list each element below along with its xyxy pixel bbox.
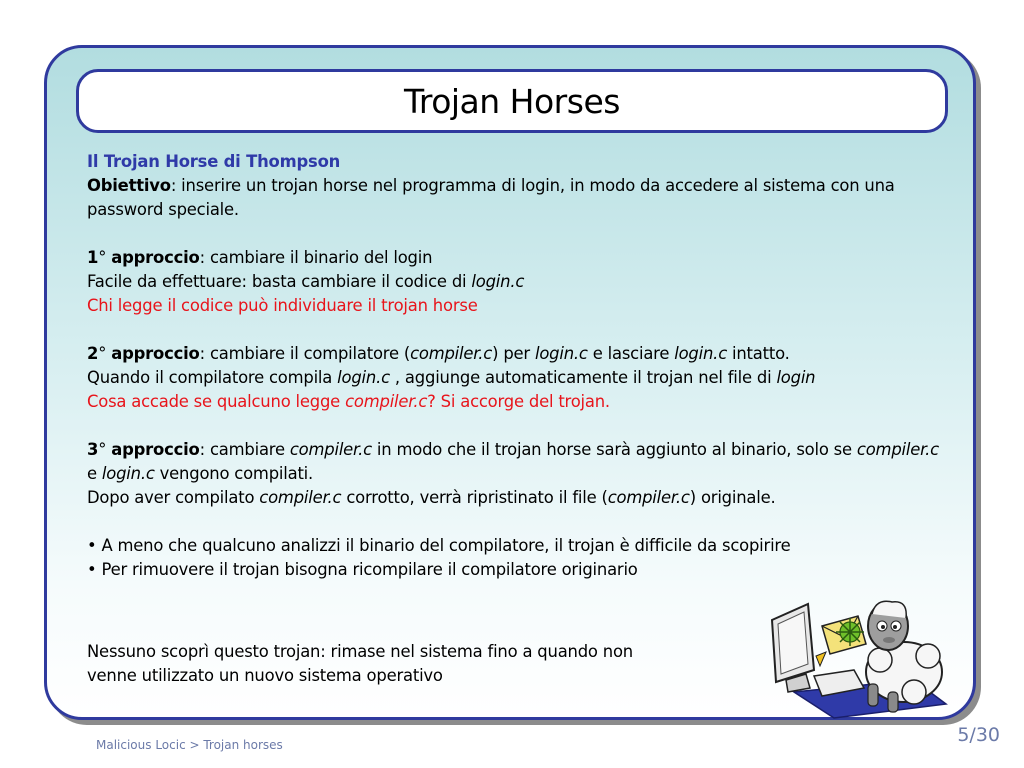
bullet-item: • A meno che qualcuno analizzi il binario del compilatore, il trojan è difficile da scopirire [87, 536, 791, 555]
approach1-number: 1 [87, 248, 99, 267]
title-box [76, 69, 948, 133]
approach1-warning: Chi legge il codice può individuare il trojan horse [87, 296, 478, 315]
page-number: 5/30 [957, 724, 1000, 746]
objective-label: Obiettivo [87, 176, 171, 195]
approach2-text: ) per [492, 344, 535, 363]
approach3-file: compiler.c [259, 488, 342, 507]
sheep-at-computer-icon [764, 592, 960, 720]
approach1-line2 [87, 270, 947, 294]
approach3-text: e [87, 464, 102, 483]
approach3-text: : cambiare [199, 440, 290, 459]
approach3-file: login.c [101, 464, 155, 483]
approach1-text: : cambiare il binario del login [199, 248, 433, 267]
conclusion-line: venne utilizzato un nuovo sistema operativo [87, 666, 443, 685]
approach2-file: compiler.c [410, 344, 493, 363]
approach1-file: login.c [471, 272, 525, 291]
approach2-text: , aggiunge automaticamente il trojan nel file di [389, 368, 777, 387]
approach2-warning-file: compiler.c [345, 392, 428, 411]
approach2-text: Quando il compilatore compila [87, 368, 338, 387]
approach1-line2-text: Facile da effettuare: basta cambiare il codice di [87, 272, 472, 291]
approach1-degree: ° [98, 248, 107, 267]
approach3-label: approccio [111, 440, 200, 459]
slide-title: Trojan Horses [404, 81, 620, 121]
bullet-item: • Per rimuovere il trojan bisogna ricompilare il compilatore originario [87, 560, 638, 579]
approach1-line1 [87, 246, 947, 270]
approach3-number: 3 [87, 440, 99, 459]
approach2-warning-text: ? Si accorge del trojan. [427, 392, 610, 411]
approach3-text: vengono compilati. [154, 464, 314, 483]
approach2-file: login [776, 368, 816, 387]
section-heading [87, 150, 947, 174]
approach2-text: e lasciare [587, 344, 675, 363]
approach2-warning-text: Cosa accade se qualcuno legge [87, 392, 346, 411]
approach2-degree: ° [98, 344, 107, 363]
approach3-file: compiler.c [289, 440, 372, 459]
objective-text: : inserire un trojan horse nel programma di login, in modo da accedere al sistema con una password speciale. [87, 176, 895, 219]
footer-breadcrumb: Malicious Locic > Trojan horses [96, 738, 283, 752]
approach3-degree: ° [98, 440, 107, 459]
approach3-text: corrotto, verrà ripristinato il file ( [341, 488, 608, 507]
approach3-text: in modo che il trojan horse sarà aggiunto al binario, solo se [371, 440, 857, 459]
conclusion-line: Nessuno scoprì questo trojan: rimase nel sistema fino a quando non [87, 642, 633, 661]
subtitle: Il Trojan Horse di Thompson [87, 152, 341, 171]
approach3-file: compiler.c [607, 488, 690, 507]
approach2-text: : cambiare il compilatore ( [199, 344, 411, 363]
approach1-label: approccio [111, 248, 200, 267]
approach3-file: compiler.c [856, 440, 939, 459]
approach3-text: Dopo aver compilato [87, 488, 260, 507]
approach3-text: ) originale. [689, 488, 776, 507]
objective-paragraph [87, 174, 947, 222]
approach2-number: 2 [87, 344, 99, 363]
approach2-paragraph [87, 342, 947, 390]
approach2-file: login.c [534, 344, 588, 363]
approach2-file: login.c [674, 344, 727, 363]
approach3-paragraph [87, 438, 947, 510]
approach2-warning [87, 390, 947, 414]
approach2-file: login.c [337, 368, 390, 387]
approach2-text: intatto. [727, 344, 790, 363]
approach2-label: approccio [111, 344, 200, 363]
